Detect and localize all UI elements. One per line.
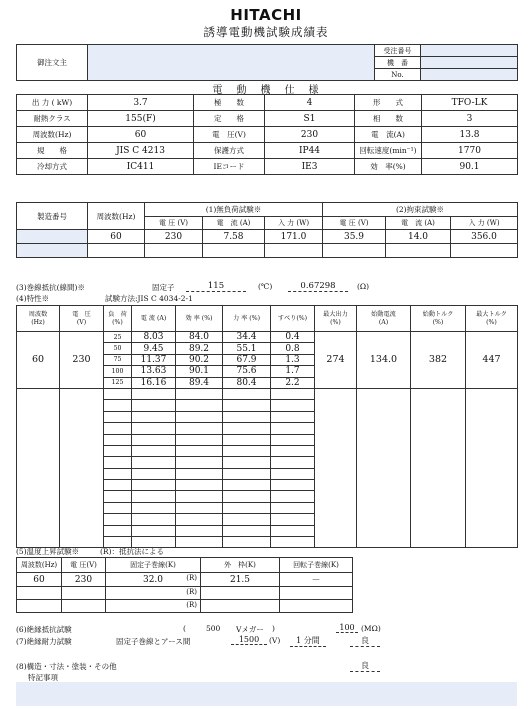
char-empty — [315, 388, 357, 547]
char-empty — [271, 445, 315, 456]
insulation-unit: (MΩ) — [361, 624, 381, 633]
resistance-value: 0.67298 — [288, 281, 348, 292]
char-empty — [104, 434, 132, 445]
char-empty — [176, 480, 223, 491]
resistance-temp: 115 — [186, 281, 246, 292]
char-empty — [271, 514, 315, 525]
temp-rise-header: 固定子巻線(K) — [106, 558, 201, 573]
serial-field[interactable] — [17, 244, 88, 258]
noload-value: 35.9 — [323, 230, 386, 244]
char-value: 11.37 — [132, 354, 176, 365]
characteristics-header: 電 流 (A) — [132, 306, 176, 332]
temp-rise-header: 周波数(Hz) — [17, 558, 62, 573]
temp-rise-label: (5)温度上昇試験※ — [16, 547, 80, 556]
spec-label: 規 格 — [17, 143, 88, 159]
insulation-paren-close: ) — [272, 624, 275, 633]
characteristics-header: 周波数 (Hz) — [17, 306, 60, 332]
char-value: 90.1 — [176, 366, 223, 377]
spec-value: 90.1 — [422, 159, 518, 175]
characteristics-header: すべり(%) — [271, 306, 315, 332]
order-table — [16, 44, 518, 81]
no-label: No. — [375, 69, 421, 81]
char-empty — [176, 434, 223, 445]
spec-value: 155(F) — [88, 111, 194, 127]
char-empty — [17, 388, 60, 547]
char-value: 1.3 — [271, 354, 315, 365]
temp-rise-value: － — [280, 573, 353, 587]
char-value: 84.0 — [176, 332, 223, 343]
remarks-field[interactable] — [16, 682, 517, 706]
char-frequency: 60 — [17, 332, 60, 389]
freq-label: 周波数(Hz) — [88, 203, 145, 230]
char-empty — [132, 445, 176, 456]
char-empty — [223, 400, 271, 411]
spec-label: 相 数 — [355, 111, 422, 127]
spec-label: 電 圧(V) — [194, 127, 265, 143]
char-empty — [176, 423, 223, 434]
locked-title: (2)拘束試験※ — [323, 203, 518, 217]
char-empty — [271, 502, 315, 513]
char-value: 16.16 — [132, 377, 176, 388]
insulation-value: 100 — [336, 623, 358, 633]
char-empty — [466, 388, 518, 547]
char-empty — [176, 411, 223, 422]
char-empty — [176, 388, 223, 399]
serial-value[interactable] — [17, 230, 88, 244]
char-empty — [132, 491, 176, 502]
char-load: 75 — [104, 354, 132, 365]
char-empty — [223, 537, 271, 548]
model-label: 機 番 — [375, 57, 421, 69]
char-load: 25 — [104, 332, 132, 343]
temp-rise-empty — [201, 587, 280, 600]
char-empty — [176, 502, 223, 513]
spec-value: 3.7 — [88, 95, 194, 111]
spec-label: 保護方式 — [194, 143, 265, 159]
resistance-value-unit: (Ω) — [357, 282, 370, 291]
characteristics-header: 最大トルク (%) — [466, 306, 518, 332]
char-value: 34.4 — [223, 332, 271, 343]
char-empty — [223, 514, 271, 525]
spec-label: IEコード — [194, 159, 265, 175]
spec-label: 極 数 — [194, 95, 265, 111]
char-empty — [104, 502, 132, 513]
withstand-volt-unit: (V) — [269, 636, 281, 645]
char-empty — [223, 468, 271, 479]
char-value: 90.2 — [176, 354, 223, 365]
noload-subheader: 電 圧 (V) — [145, 217, 203, 230]
char-empty — [357, 388, 411, 547]
noload-table — [16, 202, 518, 258]
char-empty — [271, 423, 315, 434]
temp-rise-table — [16, 557, 353, 613]
char-value: 13.63 — [132, 366, 176, 377]
spec-value: TFO-LK — [422, 95, 518, 111]
resistance-method-mark: (R) — [186, 588, 197, 596]
char-empty — [132, 434, 176, 445]
char-max-output: 274 — [315, 332, 357, 389]
spec-value: 13.8 — [422, 127, 518, 143]
noload-value: 230 — [145, 230, 203, 244]
char-empty — [132, 388, 176, 399]
temp-rise-empty — [280, 587, 353, 600]
char-empty — [176, 400, 223, 411]
noload-value: 356.0 — [451, 230, 518, 244]
char-voltage: 230 — [60, 332, 104, 389]
char-empty — [132, 525, 176, 536]
temp-rise-header: 回転子巻線(K) — [280, 558, 353, 573]
char-empty — [104, 480, 132, 491]
char-empty — [176, 491, 223, 502]
char-empty — [104, 445, 132, 456]
spec-value: S1 — [265, 111, 355, 127]
spec-label: 定 格 — [194, 111, 265, 127]
spec-label: 効 率(%) — [355, 159, 422, 175]
char-empty — [132, 502, 176, 513]
remarks-label: 特記事項 — [28, 673, 58, 682]
spec-value: 1770 — [422, 143, 518, 159]
char-empty — [223, 525, 271, 536]
char-empty — [132, 423, 176, 434]
spec-label: 形 式 — [355, 95, 422, 111]
insulation-label: (6)絶縁抵抗試験 — [16, 625, 72, 634]
char-empty — [132, 514, 176, 525]
char-empty — [271, 400, 315, 411]
char-empty — [104, 468, 132, 479]
char-value: 89.2 — [176, 343, 223, 354]
characteristics-method: 試験方法:JIS C 4034-2-1 — [105, 294, 193, 303]
char-empty — [223, 502, 271, 513]
char-empty — [60, 388, 104, 547]
temp-rise-value: 230 — [62, 573, 106, 587]
char-value: 0.8 — [271, 343, 315, 354]
spec-value: 3 — [422, 111, 518, 127]
char-empty — [104, 491, 132, 502]
char-empty — [271, 457, 315, 468]
char-empty — [132, 468, 176, 479]
spec-label: 耐熱クラス — [17, 111, 88, 127]
char-start-torque: 382 — [411, 332, 466, 389]
temp-rise-empty — [17, 600, 62, 613]
char-empty — [223, 423, 271, 434]
characteristics-header: 始動トルク (%) — [411, 306, 466, 332]
temp-rise-note: (R)：抵抗法による — [100, 547, 164, 556]
char-max-torque: 447 — [466, 332, 518, 389]
char-value: 8.03 — [132, 332, 176, 343]
char-start-current: 134.0 — [357, 332, 411, 389]
spec-value: 4 — [265, 95, 355, 111]
spec-label: 周波数(Hz) — [17, 127, 88, 143]
char-empty — [104, 457, 132, 468]
char-empty — [132, 480, 176, 491]
char-value: 89.4 — [176, 377, 223, 388]
temp-rise-empty — [201, 600, 280, 613]
temp-rise-empty — [17, 587, 62, 600]
withstand-label: (7)絶縁耐力試験 — [16, 637, 72, 646]
insulation-voltage: 500 — [206, 624, 221, 633]
spec-label: 回転速度(min⁻¹) — [355, 143, 422, 159]
char-empty — [223, 491, 271, 502]
char-value: 1.7 — [271, 366, 315, 377]
char-empty — [176, 445, 223, 456]
char-empty — [104, 400, 132, 411]
insulation-meg: Vメガー — [236, 625, 264, 634]
char-empty — [104, 423, 132, 434]
receipt-no-label: 受注番号 — [375, 45, 421, 57]
insulation-paren-open: ( — [183, 624, 186, 633]
char-empty — [223, 480, 271, 491]
char-empty — [176, 468, 223, 479]
char-empty — [176, 457, 223, 468]
char-empty — [104, 525, 132, 536]
char-load: 125 — [104, 377, 132, 388]
spec-title: 電 動 機 仕 様 — [212, 85, 321, 96]
serial-label: 製造番号 — [17, 203, 88, 230]
spec-label: 電 流(A) — [355, 127, 422, 143]
noload-subheader: 入 力 (W) — [265, 217, 323, 230]
char-empty — [271, 411, 315, 422]
page-title: 誘導電動機試験成績表 — [203, 25, 329, 39]
noload-title: (1)無負荷試験※ — [145, 203, 323, 217]
structure-result: 良 — [350, 660, 380, 672]
char-empty — [223, 457, 271, 468]
stator-temp-value: 32.0 — [142, 574, 164, 585]
temp-rise-header: 外 枠(K) — [201, 558, 280, 573]
char-empty — [223, 411, 271, 422]
noload-value: 7.58 — [203, 230, 265, 244]
char-value: 75.6 — [223, 366, 271, 377]
char-empty — [132, 400, 176, 411]
char-load: 100 — [104, 366, 132, 377]
char-empty — [104, 514, 132, 525]
temp-rise-empty — [62, 600, 106, 613]
characteristics-header: 始動電流 (A) — [357, 306, 411, 332]
char-empty — [271, 525, 315, 536]
withstand-desc: 固定子巻線とアース間 — [116, 637, 191, 646]
char-empty — [271, 480, 315, 491]
noload-subheader: 電 流 (A) — [386, 217, 451, 230]
resistance-method-mark: (R) — [186, 601, 197, 609]
char-empty — [271, 537, 315, 548]
temp-rise-header: 電 圧(V) — [62, 558, 106, 573]
noload-value: 60 — [88, 230, 145, 244]
customer-label: 御注文主 — [17, 45, 88, 81]
char-empty — [223, 388, 271, 399]
characteristics-header: 電 圧 (V) — [60, 306, 104, 332]
noload-subheader: 入 力 (W) — [451, 217, 518, 230]
noload-value: 14.0 — [386, 230, 451, 244]
temp-rise-empty — [106, 600, 201, 613]
characteristics-header: 最大出力 (%) — [315, 306, 357, 332]
brand-logo: HITACHI — [230, 6, 302, 24]
temp-rise-empty — [280, 600, 353, 613]
char-empty — [104, 411, 132, 422]
char-load: 50 — [104, 343, 132, 354]
char-empty — [176, 525, 223, 536]
characteristics-header: 効 率 (%) — [176, 306, 223, 332]
receipt-no-field[interactable] — [421, 45, 518, 57]
withstand-result: 良 — [350, 635, 380, 647]
char-value: 80.4 — [223, 377, 271, 388]
structure-label: (8)構造・寸法・塗装・その他 — [16, 662, 117, 671]
resistance-part: 固定子 — [152, 283, 175, 292]
temp-rise-value — [106, 573, 201, 587]
char-value: 9.45 — [132, 343, 176, 354]
char-value: 2.2 — [271, 377, 315, 388]
char-empty — [176, 537, 223, 548]
temp-rise-empty — [62, 587, 106, 600]
resistance-label: (3)巻線抵抗(線間)※ — [16, 283, 85, 292]
char-empty — [271, 388, 315, 399]
characteristics-label: (4)特性※ — [16, 294, 50, 303]
spec-value: 230 — [265, 127, 355, 143]
char-value: 0.4 — [271, 332, 315, 343]
char-empty — [271, 434, 315, 445]
characteristics-header: 力 率 (%) — [223, 306, 271, 332]
char-empty — [223, 445, 271, 456]
char-empty — [176, 514, 223, 525]
noload-value: 171.0 — [265, 230, 323, 244]
char-empty — [132, 411, 176, 422]
spec-value: JIS C 4213 — [88, 143, 194, 159]
char-empty — [223, 434, 271, 445]
char-empty — [411, 388, 466, 547]
model-field[interactable] — [421, 57, 518, 69]
temp-rise-value: 21.5 — [201, 573, 280, 587]
withstand-voltage: 1500 — [231, 635, 267, 645]
char-empty — [271, 468, 315, 479]
spec-table — [16, 94, 518, 175]
noload-subheader: 電 流 (A) — [203, 217, 265, 230]
withstand-duration: 1 分間 — [290, 635, 326, 647]
spec-value: IC411 — [88, 159, 194, 175]
resistance-temp-unit: (℃) — [258, 282, 273, 291]
spec-value: 60 — [88, 127, 194, 143]
char-value: 67.9 — [223, 354, 271, 365]
characteristics-table — [16, 305, 518, 548]
char-empty — [271, 491, 315, 502]
noload-subheader: 電 圧 (V) — [323, 217, 386, 230]
spec-value: IP44 — [265, 143, 355, 159]
resistance-method-mark: (R) — [186, 574, 197, 582]
no-field[interactable] — [421, 69, 518, 81]
characteristics-header: 負 荷 (%) — [104, 306, 132, 332]
char-empty — [104, 388, 132, 399]
spec-label: 出 力 ( kW) — [17, 95, 88, 111]
temp-rise-empty — [106, 587, 201, 600]
char-value: 55.1 — [223, 343, 271, 354]
spec-value: IE3 — [265, 159, 355, 175]
temp-rise-value: 60 — [17, 573, 62, 587]
customer-field[interactable] — [88, 45, 375, 81]
char-empty — [132, 457, 176, 468]
spec-label: 冷却方式 — [17, 159, 88, 175]
